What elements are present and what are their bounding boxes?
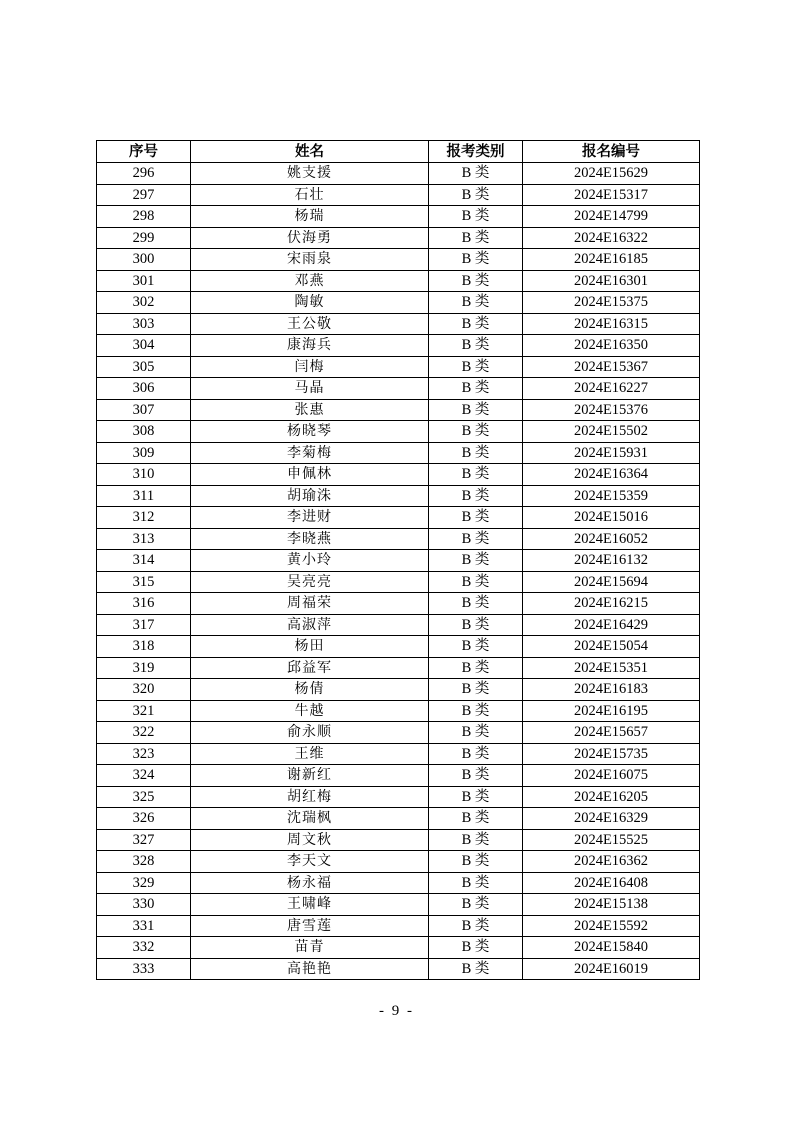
cell-category: B 类: [429, 507, 523, 529]
cell-name: 杨永福: [191, 872, 429, 894]
cell-serial-number: 313: [97, 528, 191, 550]
cell-registration-number: 2024E16322: [523, 227, 700, 249]
cell-name: 王啸峰: [191, 894, 429, 916]
table-row: [97, 378, 700, 400]
cell-category: B 类: [429, 937, 523, 959]
table-row: [97, 528, 700, 550]
cell-category: B 类: [429, 485, 523, 507]
cell-registration-number: 2024E16215: [523, 593, 700, 615]
table-row: [97, 550, 700, 572]
cell-registration-number: 2024E16019: [523, 958, 700, 980]
table-row: [97, 700, 700, 722]
cell-name: 高艳艳: [191, 958, 429, 980]
table-row: [97, 765, 700, 787]
cell-name: 周文秋: [191, 829, 429, 851]
header-name: 姓名: [191, 141, 429, 163]
cell-name: 李晓燕: [191, 528, 429, 550]
cell-serial-number: 333: [97, 958, 191, 980]
table-row: [97, 249, 700, 271]
header-registration-number: 报名编号: [523, 141, 700, 163]
cell-name: 黄小玲: [191, 550, 429, 572]
table-row: [97, 421, 700, 443]
cell-serial-number: 325: [97, 786, 191, 808]
cell-name: 申佩林: [191, 464, 429, 486]
cell-serial-number: 329: [97, 872, 191, 894]
cell-name: 周福荣: [191, 593, 429, 615]
cell-category: B 类: [429, 872, 523, 894]
cell-category: B 类: [429, 399, 523, 421]
cell-category: B 类: [429, 915, 523, 937]
table-row: [97, 786, 700, 808]
cell-category: B 类: [429, 636, 523, 658]
cell-registration-number: 2024E15525: [523, 829, 700, 851]
table-row: [97, 915, 700, 937]
cell-serial-number: 298: [97, 206, 191, 228]
cell-serial-number: 304: [97, 335, 191, 357]
cell-registration-number: 2024E15317: [523, 184, 700, 206]
cell-serial-number: 302: [97, 292, 191, 314]
cell-name: 唐雪莲: [191, 915, 429, 937]
header-serial-number: 序号: [97, 141, 191, 163]
table-row: [97, 571, 700, 593]
table-row: [97, 270, 700, 292]
table-row: [97, 808, 700, 830]
cell-registration-number: 2024E16195: [523, 700, 700, 722]
cell-name: 胡瑜洙: [191, 485, 429, 507]
cell-registration-number: 2024E15502: [523, 421, 700, 443]
cell-serial-number: 326: [97, 808, 191, 830]
cell-serial-number: 306: [97, 378, 191, 400]
cell-serial-number: 330: [97, 894, 191, 916]
cell-registration-number: 2024E16350: [523, 335, 700, 357]
cell-serial-number: 327: [97, 829, 191, 851]
table-row: [97, 507, 700, 529]
cell-registration-number: 2024E15629: [523, 163, 700, 185]
cell-category: B 类: [429, 270, 523, 292]
cell-category: B 类: [429, 249, 523, 271]
cell-registration-number: 2024E16315: [523, 313, 700, 335]
cell-registration-number: 2024E15351: [523, 657, 700, 679]
candidate-table: [96, 140, 700, 980]
cell-registration-number: 2024E15375: [523, 292, 700, 314]
cell-category: B 类: [429, 227, 523, 249]
cell-name: 康海兵: [191, 335, 429, 357]
cell-name: 胡红梅: [191, 786, 429, 808]
table-header-row: [97, 141, 700, 163]
cell-name: 牛越: [191, 700, 429, 722]
cell-serial-number: 305: [97, 356, 191, 378]
page-number: - 9 -: [379, 1003, 414, 1019]
table-row: [97, 163, 700, 185]
cell-registration-number: 2024E15138: [523, 894, 700, 916]
cell-name: 伏海勇: [191, 227, 429, 249]
cell-serial-number: 323: [97, 743, 191, 765]
cell-name: 邱益军: [191, 657, 429, 679]
cell-name: 俞永顺: [191, 722, 429, 744]
cell-category: B 类: [429, 679, 523, 701]
cell-registration-number: 2024E15359: [523, 485, 700, 507]
cell-registration-number: 2024E16052: [523, 528, 700, 550]
cell-serial-number: 314: [97, 550, 191, 572]
cell-category: B 类: [429, 808, 523, 830]
cell-serial-number: 300: [97, 249, 191, 271]
table-row: [97, 614, 700, 636]
cell-name: 闫梅: [191, 356, 429, 378]
cell-name: 马晶: [191, 378, 429, 400]
table-row: [97, 206, 700, 228]
cell-name: 沈瑞枫: [191, 808, 429, 830]
cell-registration-number: 2024E16205: [523, 786, 700, 808]
cell-registration-number: 2024E14799: [523, 206, 700, 228]
table-row: [97, 464, 700, 486]
table-row: [97, 657, 700, 679]
cell-name: 吴亮亮: [191, 571, 429, 593]
cell-category: B 类: [429, 335, 523, 357]
cell-name: 邓燕: [191, 270, 429, 292]
cell-category: B 类: [429, 313, 523, 335]
cell-registration-number: 2024E15592: [523, 915, 700, 937]
cell-serial-number: 299: [97, 227, 191, 249]
cell-category: B 类: [429, 958, 523, 980]
cell-serial-number: 331: [97, 915, 191, 937]
cell-category: B 类: [429, 206, 523, 228]
cell-category: B 类: [429, 464, 523, 486]
cell-name: 杨倩: [191, 679, 429, 701]
cell-registration-number: 2024E15840: [523, 937, 700, 959]
cell-serial-number: 311: [97, 485, 191, 507]
table-row: [97, 313, 700, 335]
cell-name: 李进财: [191, 507, 429, 529]
cell-name: 谢新红: [191, 765, 429, 787]
table-row: [97, 722, 700, 744]
cell-registration-number: 2024E15931: [523, 442, 700, 464]
table-row: [97, 829, 700, 851]
cell-serial-number: 315: [97, 571, 191, 593]
cell-serial-number: 322: [97, 722, 191, 744]
cell-name: 杨瑞: [191, 206, 429, 228]
cell-serial-number: 319: [97, 657, 191, 679]
table-row: [97, 636, 700, 658]
cell-registration-number: 2024E15367: [523, 356, 700, 378]
cell-serial-number: 297: [97, 184, 191, 206]
cell-registration-number: 2024E16408: [523, 872, 700, 894]
cell-category: B 类: [429, 614, 523, 636]
cell-serial-number: 312: [97, 507, 191, 529]
cell-registration-number: 2024E16075: [523, 765, 700, 787]
table-row: [97, 399, 700, 421]
cell-serial-number: 318: [97, 636, 191, 658]
table-row: [97, 593, 700, 615]
cell-category: B 类: [429, 356, 523, 378]
table-row: [97, 356, 700, 378]
cell-category: B 类: [429, 593, 523, 615]
cell-category: B 类: [429, 786, 523, 808]
cell-name: 张惠: [191, 399, 429, 421]
cell-category: B 类: [429, 528, 523, 550]
cell-category: B 类: [429, 184, 523, 206]
cell-category: B 类: [429, 829, 523, 851]
cell-category: B 类: [429, 571, 523, 593]
cell-registration-number: 2024E16364: [523, 464, 700, 486]
cell-serial-number: 321: [97, 700, 191, 722]
cell-name: 石壮: [191, 184, 429, 206]
cell-serial-number: 317: [97, 614, 191, 636]
cell-serial-number: 316: [97, 593, 191, 615]
table-row: [97, 958, 700, 980]
table-row: [97, 937, 700, 959]
table-row: [97, 184, 700, 206]
cell-registration-number: 2024E16362: [523, 851, 700, 873]
table-row: [97, 335, 700, 357]
cell-name: 陶敏: [191, 292, 429, 314]
cell-category: B 类: [429, 765, 523, 787]
cell-name: 王公敬: [191, 313, 429, 335]
cell-name: 苗青: [191, 937, 429, 959]
cell-serial-number: 324: [97, 765, 191, 787]
cell-serial-number: 310: [97, 464, 191, 486]
cell-registration-number: 2024E15376: [523, 399, 700, 421]
cell-category: B 类: [429, 292, 523, 314]
cell-registration-number: 2024E15054: [523, 636, 700, 658]
cell-registration-number: 2024E16132: [523, 550, 700, 572]
cell-category: B 类: [429, 743, 523, 765]
cell-name: 杨田: [191, 636, 429, 658]
cell-category: B 类: [429, 421, 523, 443]
table-body: [97, 163, 700, 980]
table-row: [97, 292, 700, 314]
header-category: 报考类别: [429, 141, 523, 163]
cell-name: 李天文: [191, 851, 429, 873]
cell-serial-number: 332: [97, 937, 191, 959]
table-row: [97, 743, 700, 765]
cell-serial-number: 303: [97, 313, 191, 335]
cell-serial-number: 308: [97, 421, 191, 443]
cell-category: B 类: [429, 442, 523, 464]
cell-category: B 类: [429, 722, 523, 744]
cell-category: B 类: [429, 163, 523, 185]
cell-name: 姚支援: [191, 163, 429, 185]
cell-name: 杨晓琴: [191, 421, 429, 443]
cell-category: B 类: [429, 550, 523, 572]
cell-category: B 类: [429, 378, 523, 400]
cell-name: 李菊梅: [191, 442, 429, 464]
table-row: [97, 485, 700, 507]
cell-name: 高淑萍: [191, 614, 429, 636]
cell-category: B 类: [429, 700, 523, 722]
cell-registration-number: 2024E16227: [523, 378, 700, 400]
cell-name: 宋雨泉: [191, 249, 429, 271]
cell-category: B 类: [429, 657, 523, 679]
table-row: [97, 872, 700, 894]
cell-registration-number: 2024E15735: [523, 743, 700, 765]
cell-registration-number: 2024E16183: [523, 679, 700, 701]
cell-serial-number: 307: [97, 399, 191, 421]
cell-category: B 类: [429, 851, 523, 873]
cell-serial-number: 301: [97, 270, 191, 292]
cell-registration-number: 2024E16185: [523, 249, 700, 271]
cell-registration-number: 2024E16329: [523, 808, 700, 830]
cell-registration-number: 2024E15657: [523, 722, 700, 744]
table-row: [97, 894, 700, 916]
table-row: [97, 227, 700, 249]
table-row: [97, 679, 700, 701]
cell-registration-number: 2024E15016: [523, 507, 700, 529]
cell-serial-number: 296: [97, 163, 191, 185]
cell-category: B 类: [429, 894, 523, 916]
table-row: [97, 442, 700, 464]
cell-serial-number: 309: [97, 442, 191, 464]
table-row: [97, 851, 700, 873]
cell-serial-number: 328: [97, 851, 191, 873]
cell-registration-number: 2024E16301: [523, 270, 700, 292]
cell-registration-number: 2024E16429: [523, 614, 700, 636]
cell-name: 王维: [191, 743, 429, 765]
cell-registration-number: 2024E15694: [523, 571, 700, 593]
cell-serial-number: 320: [97, 679, 191, 701]
